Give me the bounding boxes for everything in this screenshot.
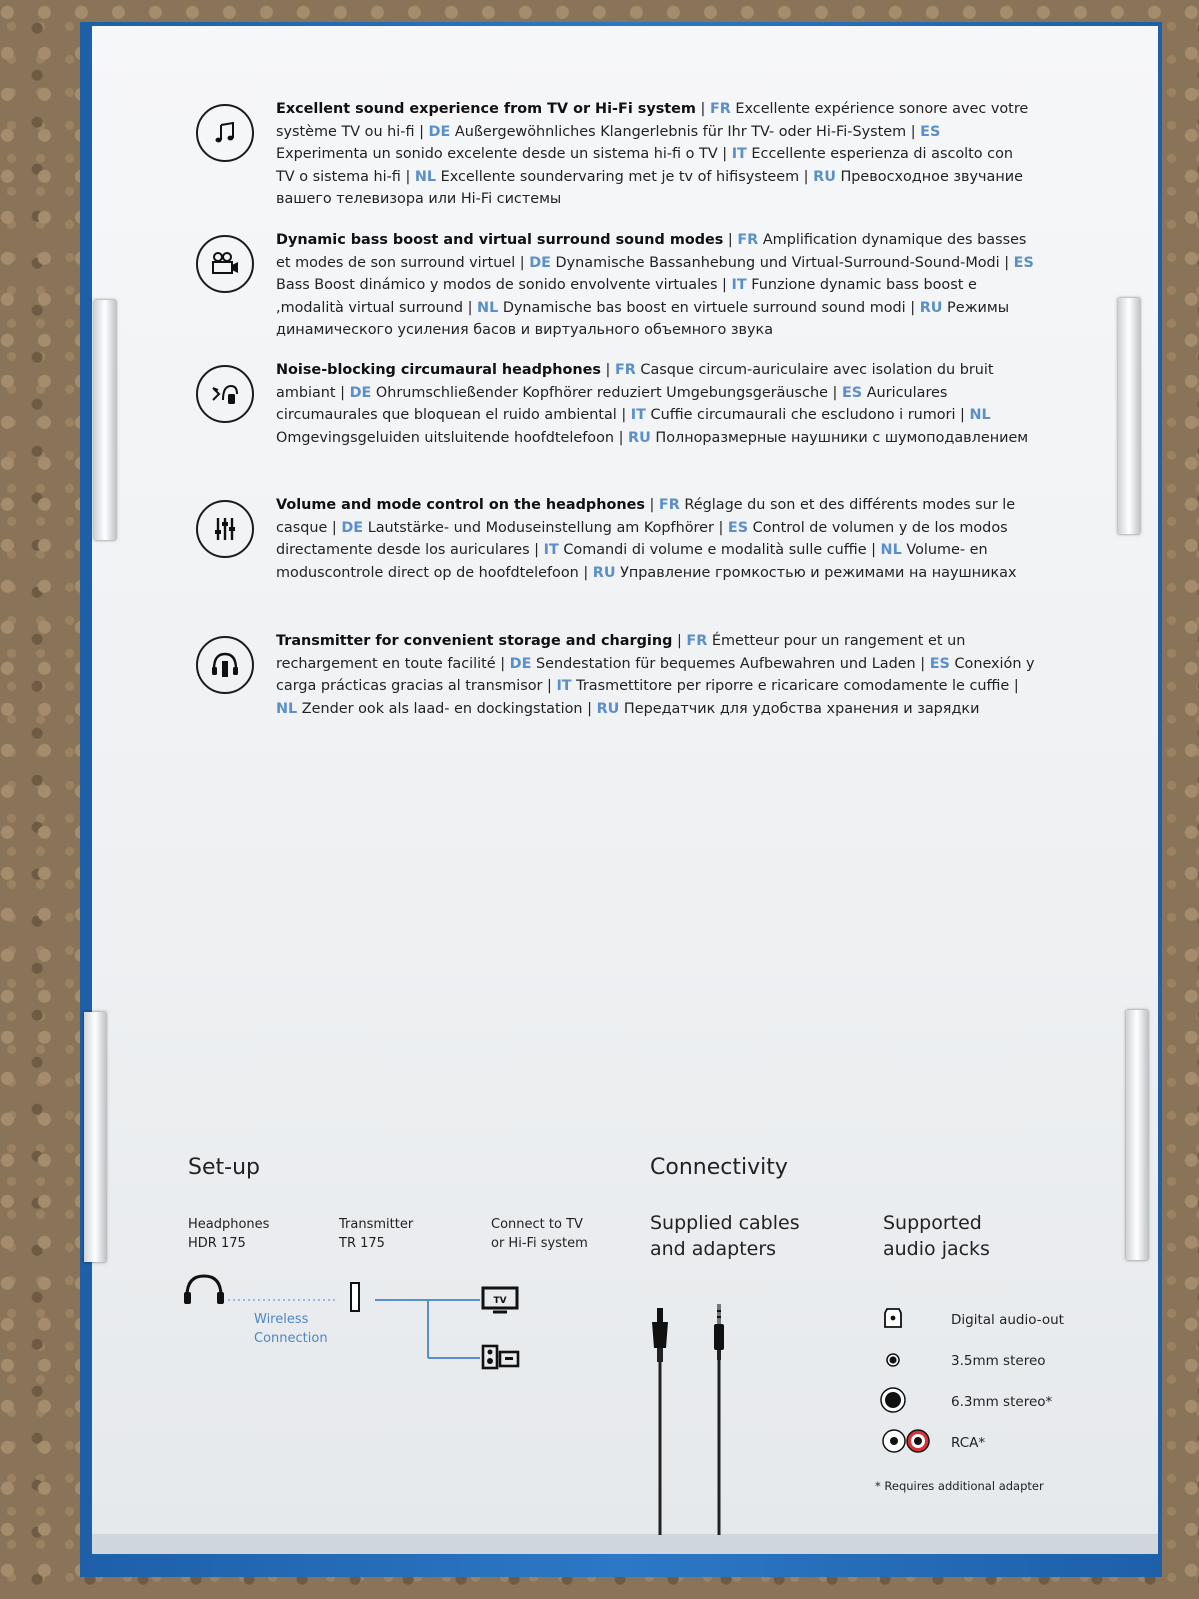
- feature-translation: Trasmettitore per riporre e ricaricare comodamente le cuffie |: [571, 678, 1019, 695]
- headphones-icon: [184, 1276, 224, 1304]
- language-code: NL: [880, 542, 902, 559]
- box-flap-left-top: [94, 300, 116, 540]
- feature-translation: |: [672, 633, 687, 649]
- box-flap-left-bottom: [84, 1012, 106, 1262]
- headphones-stand-icon: [196, 636, 254, 694]
- feature-translation: Omgevingsgeluiden uitsluitende hoofdtelefoon |: [276, 429, 629, 446]
- video-camera-icon: [196, 235, 254, 293]
- feature-translation: Conexión y carga prácticas gracias al transmisor |: [276, 655, 1035, 695]
- language-code: IT: [630, 407, 646, 424]
- language-code: FR: [709, 101, 731, 117]
- sliders-icon: [196, 500, 254, 558]
- setup-title: Set-up: [188, 1155, 260, 1180]
- language-code: RU: [628, 429, 651, 446]
- feature-translation: |: [723, 232, 738, 248]
- feature-translation: Comandi di volume e modalità sulle cuffie |: [558, 542, 881, 559]
- language-code: DE: [428, 123, 451, 140]
- feature-translation: Réglage du son et des différents modes sur le casque |: [276, 497, 1016, 536]
- jack-row-rca: [881, 1428, 933, 1458]
- feature-text: [276, 229, 1036, 342]
- language-code: NL: [477, 299, 499, 316]
- connect-label: Connect to TV or Hi-Fi system: [491, 1217, 588, 1251]
- jack-label: 6.3mm stereo*: [951, 1394, 1053, 1410]
- feature-translation: Cuffie circumaurali che escludono i rumori |: [645, 407, 970, 424]
- feature-translation: Excellente soundervaring met je tv of hifisysteem |: [436, 168, 814, 185]
- box-bottom-strip: [92, 1534, 1158, 1554]
- wireless-connection-label: Wireless Connection: [254, 1312, 328, 1346]
- jack-cable-icon: [714, 1304, 724, 1535]
- optical-cable-icon: [652, 1308, 668, 1535]
- feature-translation: Режимы динамического усиления басов и виртуального объемного звука: [276, 299, 1010, 339]
- jack-row-digital: [881, 1306, 905, 1334]
- feature-translation: Передатчик для удобства хранения и зарядки: [619, 700, 980, 717]
- feature-translation: Émetteur pour un rangement et un rechargement en toute facilité |: [276, 633, 966, 672]
- feature-translation: Außergewöhnliches Klangerlebnis für Ihr TV- oder Hi-Fi-System |: [450, 123, 921, 140]
- jacks-heading: Supported audio jacks: [883, 1212, 990, 1260]
- feature-translation: Eccellente esperienza di ascolto con TV o sistema hi-fi |: [276, 146, 1014, 185]
- feature-translation: |: [695, 101, 710, 117]
- language-code: FR: [686, 633, 708, 649]
- noise-blocking-icon: [196, 365, 254, 423]
- language-code: ES: [727, 519, 749, 536]
- feature-translation: Полноразмерные наушники с шумоподавлением: [650, 429, 1029, 446]
- language-code: RU: [813, 168, 836, 185]
- feature-heading: Dynamic bass boost and virtual surround sound modes: [276, 232, 724, 248]
- feature-translation: Превосходное звучание вашего телевизора или Hi-Fi системы: [276, 168, 1023, 208]
- language-code: ES: [920, 123, 941, 140]
- language-code: RU: [592, 564, 616, 581]
- setup-diagram: [180, 1270, 540, 1370]
- language-code: NL: [276, 700, 298, 717]
- feature-heading: Noise-blocking circumaural headphones: [276, 362, 601, 378]
- language-code: DE: [349, 384, 372, 401]
- feature-translation: Lautstärke- und Moduseinstellung am Kopfhörer |: [363, 519, 728, 536]
- feature-translation: Dynamische bas boost en virtuele surround sound modi |: [498, 299, 920, 316]
- music-note-icon: [196, 104, 254, 162]
- language-code: FR: [614, 362, 636, 378]
- feature-translation: Funzione dynamic bass boost e ,modalità virtual surround |: [276, 277, 977, 316]
- feature-text: [276, 494, 1036, 584]
- feature-translation: Управление громкостью и режимами на наушниках: [615, 564, 1017, 581]
- feature-translation: Sendestation für bequemes Aufbewahren und Laden |: [531, 655, 930, 672]
- feature-translation: Casque circum-auriculaire avec isolation du bruit ambiant |: [276, 362, 994, 401]
- language-code: DE: [529, 254, 551, 271]
- feature-translation: Volume- en moduscontrole direct op de hoofdtelefoon |: [276, 542, 988, 581]
- language-code: ES: [841, 384, 863, 401]
- feature-translation: Bass Boost dinámico y modos de sonido envolvente virtuales |: [276, 277, 732, 294]
- language-code: IT: [543, 542, 559, 559]
- jack-label: Digital audio-out: [951, 1312, 1064, 1328]
- language-code: IT: [556, 678, 572, 695]
- jack-3-5mm-icon: [884, 1351, 902, 1369]
- feature-translation: Dynamische Bassanhebung und Virtual-Surround-Sound-Modi |: [550, 254, 1014, 271]
- language-code: RU: [596, 700, 620, 717]
- language-code: ES: [929, 655, 950, 672]
- digital-audio-out-icon: [881, 1306, 905, 1330]
- jack-row-6-3mm: [879, 1386, 907, 1418]
- language-code: IT: [731, 146, 747, 163]
- cables-illustration: [640, 1300, 740, 1535]
- feature-heading: Transmitter for convenient storage and charging: [276, 633, 673, 649]
- language-code: DE: [509, 655, 532, 672]
- feature-text: [276, 630, 1036, 720]
- feature-translation: |: [600, 362, 615, 378]
- language-code: IT: [731, 277, 747, 294]
- language-code: FR: [737, 232, 759, 248]
- language-code: ES: [1013, 254, 1034, 271]
- feature-translation: Control de volumen y de los modos directamente desde los auriculares |: [276, 519, 1008, 559]
- hifi-system-icon: [483, 1346, 518, 1368]
- jack-6-3mm-icon: [879, 1386, 907, 1414]
- box-flap-right-bottom: [1126, 1010, 1148, 1260]
- language-code: NL: [969, 407, 991, 424]
- feature-translation: Excellente expérience sonore avec votre système TV ou hi-fi |: [276, 101, 1029, 140]
- jack-label: 3.5mm stereo: [951, 1353, 1046, 1369]
- language-code: NL: [414, 168, 437, 185]
- transmitter-label: Transmitter TR 175: [339, 1217, 414, 1251]
- feature-translation: Experimenta un sonido excelente desde un sistema hi-fi o TV |: [276, 146, 732, 163]
- tv-icon: [483, 1288, 517, 1312]
- cables-heading: Supplied cables and adapters: [650, 1212, 800, 1260]
- language-code: FR: [658, 497, 680, 513]
- headphones-label: Headphones HDR 175: [188, 1217, 270, 1251]
- adapter-footnote: * Requires additional adapter: [875, 1479, 1044, 1493]
- tv-icon-text: TV: [493, 1296, 507, 1306]
- jack-row-3-5mm: [884, 1351, 902, 1373]
- feature-heading: Volume and mode control on the headphones: [276, 497, 645, 513]
- feature-translation: Auriculares circumaurales que bloquean el ruido ambiental |: [276, 384, 948, 424]
- feature-text: [276, 98, 1036, 211]
- language-code: RU: [919, 299, 943, 316]
- jack-label: RCA*: [951, 1435, 986, 1451]
- rca-icon: [881, 1428, 933, 1454]
- connectivity-title: Connectivity: [650, 1155, 788, 1180]
- feature-text: [276, 359, 1036, 449]
- feature-translation: Zender ook als laad- en dockingstation |: [297, 700, 597, 717]
- feature-translation: Ohrumschließender Kopfhörer reduziert Umgebungsgeräusche |: [371, 384, 842, 401]
- language-code: DE: [341, 519, 364, 536]
- box-flap-right-top: [1118, 298, 1140, 534]
- feature-translation: |: [644, 497, 659, 513]
- feature-translation: Amplification dynamique des basses et modes de son surround virtuel |: [276, 232, 1027, 271]
- feature-heading: Excellent sound experience from TV or Hi-Fi system: [276, 101, 696, 117]
